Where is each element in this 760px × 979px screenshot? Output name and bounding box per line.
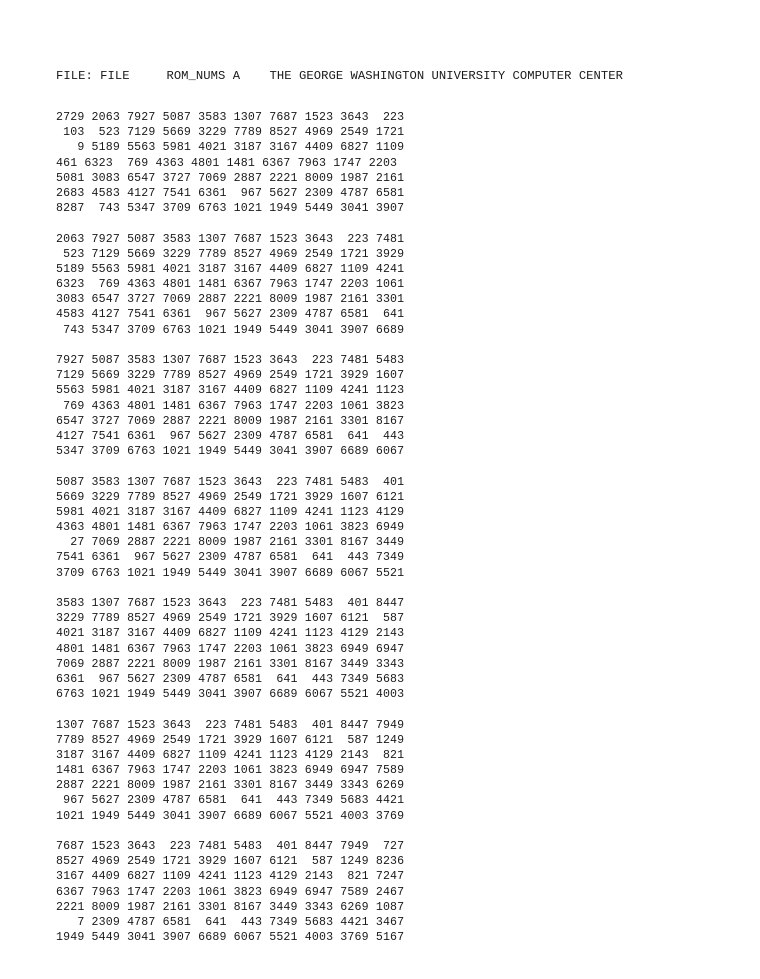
number-row: 4021 3187 3167 4409 6827 1109 4241 1123 4129 2143 xyxy=(56,627,405,641)
number-row: 8527 4969 2549 1721 3929 1607 6121 587 1249 8236 xyxy=(56,855,405,869)
number-block xyxy=(56,718,404,824)
number-row: 103 523 7129 5669 3229 7789 8527 4969 2549 1721 xyxy=(56,126,405,140)
number-row: 7 2309 4787 6581 641 443 7349 5683 4421 3467 xyxy=(56,915,405,929)
number-row: 5347 3709 6763 1021 1949 5449 3041 3907 6689 6067 xyxy=(56,445,405,459)
file-header: FILE: FILE ROM_NUMS A THE GEORGE WASHINGTON UNIVERSITY COMPUTER CENTER xyxy=(56,69,624,83)
number-row: 5563 5981 4021 3187 3167 4409 6827 1109 4241 1123 xyxy=(56,384,405,398)
number-row: 5081 3083 6547 3727 7069 2887 2221 8009 1987 2161 xyxy=(56,171,405,185)
number-row: 523 7129 5669 3229 7789 8527 4969 2549 1721 3929 xyxy=(56,247,405,261)
number-row: 3187 3167 4409 6827 1109 4241 1123 4129 2143 821 xyxy=(56,748,405,762)
number-row: 7129 5669 3229 7789 8527 4969 2549 1721 3929 1607 xyxy=(56,369,405,383)
number-row: 4127 7541 6361 967 5627 2309 4787 6581 641 443 xyxy=(56,429,405,443)
number-listing xyxy=(56,110,404,961)
number-row: 5981 4021 3187 3167 4409 6827 1109 4241 1123 4129 xyxy=(56,505,405,519)
number-row: 5087 3583 1307 7687 1523 3643 223 7481 5483 401 xyxy=(56,475,405,489)
number-row: 3583 1307 7687 1523 3643 223 7481 5483 401 8447 xyxy=(56,597,405,610)
number-row: 7927 5087 3583 1307 7687 1523 3643 223 7481 5483 xyxy=(56,354,405,367)
number-row: 6367 7963 1747 2203 1061 3823 6949 6947 7589 2467 xyxy=(56,885,405,899)
number-row: 3709 6763 1021 1949 5449 3041 3907 6689 6067 5521 xyxy=(56,566,405,580)
number-block xyxy=(56,839,404,945)
number-row: 6763 1021 1949 5449 3041 3907 6689 6067 5521 4003 xyxy=(56,688,405,702)
number-block xyxy=(56,475,404,581)
number-row: 5669 3229 7789 8527 4969 2549 1721 3929 1607 6121 xyxy=(56,490,405,504)
number-block xyxy=(56,596,404,702)
number-row: 7789 8527 4969 2549 1721 3929 1607 6121 587 1249 xyxy=(56,733,405,747)
number-row: 27 7069 2887 2221 8009 1987 2161 3301 8167 3449 xyxy=(56,536,405,550)
number-row: 2729 2063 7927 5087 3583 1307 7687 1523 3643 223 xyxy=(56,111,405,124)
number-row: 9 5189 5563 5981 4021 3187 3167 4409 6827 1109 xyxy=(56,141,405,155)
number-block xyxy=(56,232,404,338)
number-row: 2887 2221 8009 1987 2161 3301 8167 3449 3343 6269 xyxy=(56,779,405,793)
number-row: 5189 5563 5981 4021 3187 3167 4409 6827 1109 4241 xyxy=(56,262,405,276)
number-row: 1307 7687 1523 3643 223 7481 5483 401 8447 7949 xyxy=(56,718,405,732)
number-row: 1021 1949 5449 3041 3907 6689 6067 5521 4003 3769 xyxy=(56,809,405,823)
number-block xyxy=(56,110,404,216)
number-row: 2221 8009 1987 2161 3301 8167 3449 3343 6269 1087 xyxy=(56,900,405,914)
number-row: 6361 967 5627 2309 4787 6581 641 443 7349 5683 xyxy=(56,672,405,686)
number-row: 461 6323 769 4363 4801 1481 6367 7963 1747 2203 xyxy=(56,156,398,170)
number-row: 3083 6547 3727 7069 2887 2221 8009 1987 2161 3301 xyxy=(56,293,405,307)
number-row: 2063 7927 5087 3583 1307 7687 1523 3643 223 7481 xyxy=(56,232,405,246)
number-row: 2683 4583 4127 7541 6361 967 5627 2309 4787 6581 xyxy=(56,186,405,200)
number-row: 7541 6361 967 5627 2309 4787 6581 641 443 7349 xyxy=(56,551,405,565)
number-row: 3229 7789 8527 4969 2549 1721 3929 1607 6121 587 xyxy=(56,612,405,626)
number-row: 4363 4801 1481 6367 7963 1747 2203 1061 3823 6949 xyxy=(56,521,405,535)
number-row: 6323 769 4363 4801 1481 6367 7963 1747 2203 1061 xyxy=(56,278,405,292)
number-row: 7069 2887 2221 8009 1987 2161 3301 8167 3449 3343 xyxy=(56,657,405,671)
number-row: 1481 6367 7963 1747 2203 1061 3823 6949 6947 7589 xyxy=(56,764,405,778)
number-row: 4801 1481 6367 7963 1747 2203 1061 3823 6949 6947 xyxy=(56,642,405,656)
number-row: 6547 3727 7069 2887 2221 8009 1987 2161 3301 8167 xyxy=(56,414,405,428)
number-row: 1949 5449 3041 3907 6689 6067 5521 4003 3769 5167 xyxy=(56,931,405,945)
number-row: 7687 1523 3643 223 7481 5483 401 8447 7949 727 xyxy=(56,840,405,853)
number-row: 3167 4409 6827 1109 4241 1123 4129 2143 821 7247 xyxy=(56,870,405,884)
number-row: 967 5627 2309 4787 6581 641 443 7349 5683 4421 xyxy=(56,794,405,808)
number-row: 4583 4127 7541 6361 967 5627 2309 4787 6581 641 xyxy=(56,308,405,322)
number-block xyxy=(56,353,404,459)
number-row: 8287 743 5347 3709 6763 1021 1949 5449 3041 3907 xyxy=(56,202,405,216)
number-row: 743 5347 3709 6763 1021 1949 5449 3041 3907 6689 xyxy=(56,323,405,337)
number-row: 769 4363 4801 1481 6367 7963 1747 2203 1061 3823 xyxy=(56,399,405,413)
